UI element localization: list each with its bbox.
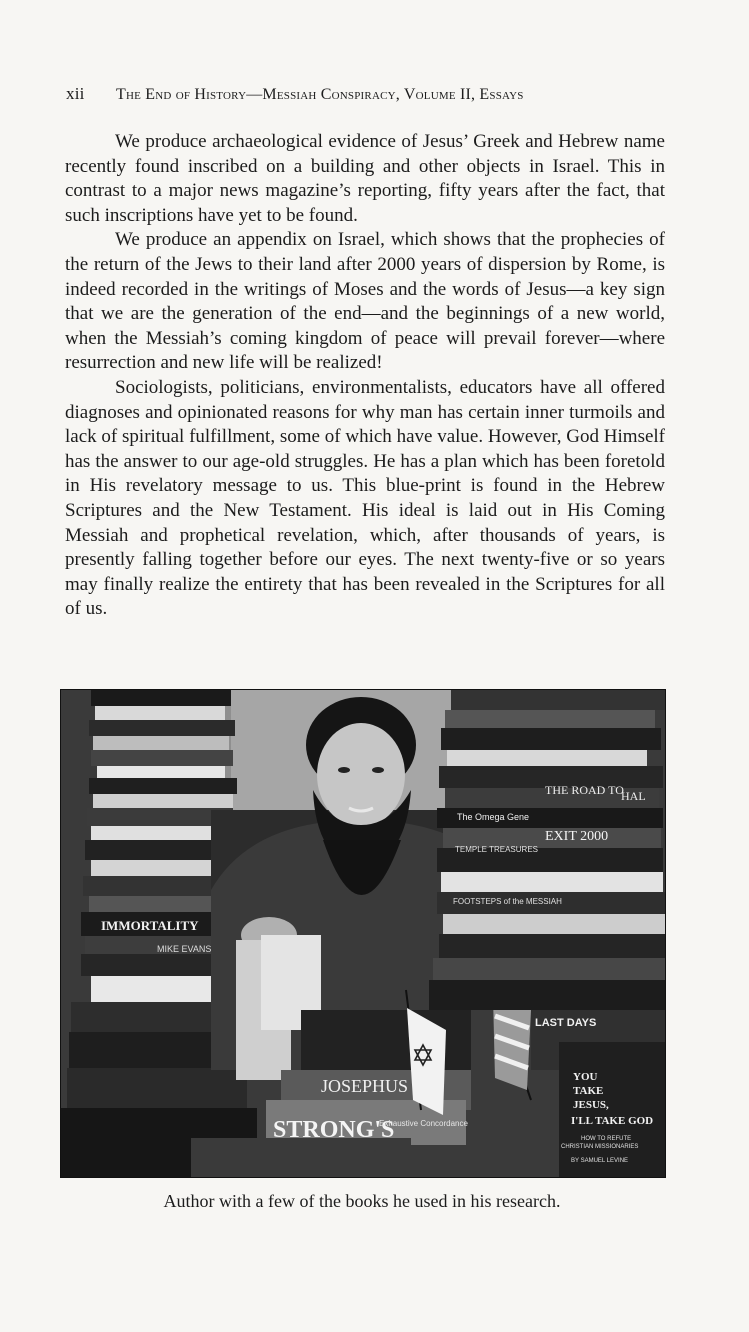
spine-lastdays: LAST DAYS [535,1017,597,1029]
running-head [66,84,666,104]
paragraph: We produce an appendix on Israel, which shows that the prophecies of the return of the Jews to their land after 2000 years of dispersion by Rome, is indeed recorded in the writings of Moses and the words of Jesus—a key sign that we are the generation of the end—and the beginnings of a new world, when the Messiah’s coming kingdom of peace will prevail forever—where resurrection and new life will be realized! [65,229,665,374]
spine-exhaustive: Exhaustive Concordance [379,1119,468,1128]
spine-immortality: IMMORTALITY [101,918,199,933]
spine-evans: MIKE EVANS [157,944,212,954]
spine-temple: TEMPLE TREASURES [455,845,538,854]
author-photo [60,689,666,1178]
spine-strongs: STRONG'S [273,1117,395,1143]
cover-line-4: I'LL TAKE GOD [571,1115,654,1127]
photo-caption: Author with a few of the books he used in his research. [163,1191,561,1211]
cover-line-2: TAKE [573,1085,604,1097]
cover-subtitle-1: HOW TO REFUTE [581,1136,632,1142]
paragraph: We produce archaeological evidence of Jesus’ Greek and Hebrew name recently found inscribed on a building and other objects in Israel. This in contrast to a major news magazine’s reporting, fifty years after the fact, that such inscriptions have yet to be found. [65,131,665,226]
page-number: xii [66,84,85,103]
spine-hal: HAL [621,789,646,803]
running-title: The End of History—Messiah Conspiracy, Volume II, Essays [116,86,524,103]
spine-road: THE ROAD TO [545,783,624,797]
paragraph: Sociologists, politicians, environmentalists, educators have all offered diagnoses and opinionated reasons for why man has certain inner turmoils and lack of spiritual fulfillment, some of which have value. However, God Himself has the answer to our age-old struggles. He has a plan which has been foretold in His revelatory message to us. This blue-print is found in the Hebrew Scriptures and the New Testament. His ideal is laid out in His Coming Messiah and prophetical revelation, which, after thousands of years, is presently falling together before our eyes. The next twenty-five or so years may finally realize the entirety that has been revealed in the Scriptures for all of us. [65,376,665,620]
book-cover-you-take-jesus [559,1042,665,1177]
spine-omega: The Omega Gene [457,812,530,822]
cover-line-1: YOU [573,1071,598,1083]
body-text [65,130,665,622]
cover-author: BY SAMUEL LEVINE [571,1158,629,1164]
cover-subtitle-2: CHRISTIAN MISSIONARIES [561,1144,639,1150]
spine-josephus: JOSEPHUS [321,1076,409,1096]
spine-footsteps: FOOTSTEPS of the MESSIAH [453,897,562,906]
cover-line-3: JESUS, [573,1099,609,1111]
spine-exit: EXIT 2000 [545,829,609,844]
